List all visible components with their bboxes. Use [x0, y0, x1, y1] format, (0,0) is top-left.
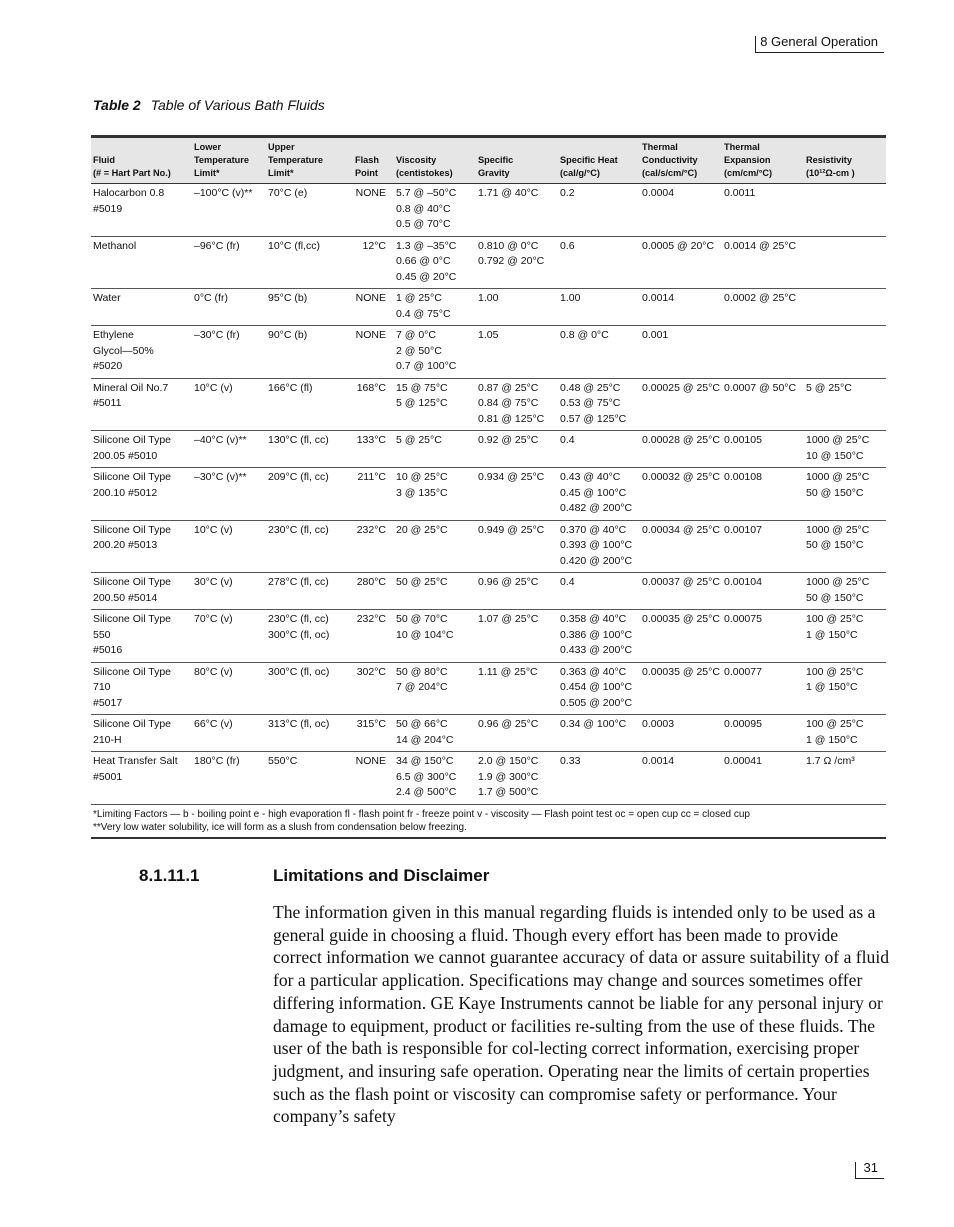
table-cell: 315°C — [353, 715, 394, 752]
column-header: Specific Gravity — [476, 137, 558, 184]
table-cell: 0.0014 — [640, 289, 722, 326]
table-row — [91, 468, 886, 521]
table-cell: 0.4 — [558, 431, 640, 468]
table-cell: 1000 @ 25°C 50 @ 150°C — [804, 520, 886, 573]
table-row — [91, 752, 886, 805]
table-cell: 80°C (v) — [192, 662, 266, 715]
table-cell: 0°C (fr) — [192, 289, 266, 326]
table-cell: Silicone Oil Type 200.50 #5014 — [91, 573, 192, 610]
table-cell: –30°C (v)** — [192, 468, 266, 521]
table-cell: 2.0 @ 150°C 1.9 @ 300°C 1.7 @ 500°C — [476, 752, 558, 805]
table-cell: 166°C (fl) — [266, 378, 353, 431]
table-cell: 0.00075 — [722, 610, 804, 663]
section-title: Limitations and Disclaimer — [273, 866, 490, 885]
table-cell: 0.00104 — [722, 573, 804, 610]
table-cell: 211°C — [353, 468, 394, 521]
table-cell: NONE — [353, 184, 394, 237]
column-header: Fluid (# = Hart Part No.) — [91, 137, 192, 184]
table-cell: 1 @ 25°C 0.4 @ 75°C — [394, 289, 476, 326]
column-header: Viscosity (centistokes) — [394, 137, 476, 184]
table-cell: 1.00 — [476, 289, 558, 326]
table-cell: Halocarbon 0.8 #5019 — [91, 184, 192, 237]
table-cell: 313°C (fl, oc) — [266, 715, 353, 752]
table-cell: 34 @ 150°C 6.5 @ 300°C 2.4 @ 500°C — [394, 752, 476, 805]
table-row — [91, 715, 886, 752]
table-cell: 5 @ 25°C — [394, 431, 476, 468]
table-cell: 0.00037 @ 25°C — [640, 573, 722, 610]
table-cell: 232°C — [353, 520, 394, 573]
table-cell: 0.00028 @ 25°C — [640, 431, 722, 468]
table-cell: 100 @ 25°C 1 @ 150°C — [804, 715, 886, 752]
bath-fluids-table — [91, 135, 886, 839]
table-cell: 10°C (v) — [192, 378, 266, 431]
table-cell — [804, 326, 886, 379]
table-cell: 230°C (fl, cc) — [266, 520, 353, 573]
table-row — [91, 610, 886, 663]
table-cell: 130°C (fl, cc) — [266, 431, 353, 468]
table-cell: 12°C — [353, 236, 394, 289]
table-cell: 1.7 Ω /cm³ — [804, 752, 886, 805]
table-cell: 0.0014 — [640, 752, 722, 805]
table-cell: 278°C (fl, cc) — [266, 573, 353, 610]
table-cell: 0.00107 — [722, 520, 804, 573]
table-cell: Silicone Oil Type 200.10 #5012 — [91, 468, 192, 521]
table-cell: 0.92 @ 25°C — [476, 431, 558, 468]
table-cell: 7 @ 0°C 2 @ 50°C 0.7 @ 100°C — [394, 326, 476, 379]
table-cell: 133°C — [353, 431, 394, 468]
table-cell: 1000 @ 25°C 10 @ 150°C — [804, 431, 886, 468]
table-cell: Water — [91, 289, 192, 326]
table-cell: 0.00095 — [722, 715, 804, 752]
table-cell: 0.87 @ 25°C 0.84 @ 75°C 0.81 @ 125°C — [476, 378, 558, 431]
table-cell: 15 @ 75°C 5 @ 125°C — [394, 378, 476, 431]
footnote-row — [91, 804, 886, 838]
table-row — [91, 236, 886, 289]
table-cell: 0.2 — [558, 184, 640, 237]
table-caption — [93, 97, 325, 113]
column-header: Flash Point — [353, 137, 394, 184]
table-cell: 10°C (fl,cc) — [266, 236, 353, 289]
table-cell: Silicone Oil Type 710 #5017 — [91, 662, 192, 715]
table-cell: 50 @ 66°C 14 @ 204°C — [394, 715, 476, 752]
column-header: Thermal Expansion (cm/cm/°C) — [722, 137, 804, 184]
column-header: Thermal Conductivity (cal/s/cm/°C) — [640, 137, 722, 184]
table-cell: 0.48 @ 25°C 0.53 @ 75°C 0.57 @ 125°C — [558, 378, 640, 431]
table-row — [91, 431, 886, 468]
table-cell: 0.358 @ 40°C 0.386 @ 100°C 0.433 @ 200°C — [558, 610, 640, 663]
table-header — [91, 137, 886, 184]
table-title: Table of Various Bath Fluids — [150, 97, 325, 113]
table-cell: Silicone Oil Type 200.20 #5013 — [91, 520, 192, 573]
table-cell: 0.00077 — [722, 662, 804, 715]
table-cell: 0.363 @ 40°C 0.454 @ 100°C 0.505 @ 200°C — [558, 662, 640, 715]
table-row — [91, 520, 886, 573]
table-cell: 0.00035 @ 25°C — [640, 662, 722, 715]
table-cell: 70°C (v) — [192, 610, 266, 663]
table-cell: Silicone Oil Type 550 #5016 — [91, 610, 192, 663]
table-cell — [804, 289, 886, 326]
disclaimer-paragraph: The information given in this manual regarding fluids is intended only to be used as a general guide in choosing a fluid. Though every effort has been made to provide correct information we cannot guarantee accuracy of data or assure suitability of a fluid for a particular application. Specifications may change and sources sometimes offer differing information. GE Kaye Instruments cannot be liable for any personal injury or damage to equipment, product or facilities re-sulting from the use of these fluids. The user of the bath is responsible for col-lecting correct information, exercising proper judgment, and insuring safe operation. Operating near the limits of certain properties such as the flash point or viscosity can compromise safety or performance. Your company’s safety — [273, 902, 890, 1127]
table-cell: 5 @ 25°C — [804, 378, 886, 431]
table-cell: 1000 @ 25°C 50 @ 150°C — [804, 573, 886, 610]
table-cell: 0.34 @ 100°C — [558, 715, 640, 752]
table-cell: 1.11 @ 25°C — [476, 662, 558, 715]
table-cell: 280°C — [353, 573, 394, 610]
table-cell: 0.0007 @ 50°C — [722, 378, 804, 431]
table-cell: 0.00105 — [722, 431, 804, 468]
table-cell: 168°C — [353, 378, 394, 431]
table-cell: 180°C (fr) — [192, 752, 266, 805]
table-cell: 50 @ 80°C 7 @ 204°C — [394, 662, 476, 715]
table-cell: 1.71 @ 40°C — [476, 184, 558, 237]
table-cell: 0.001 — [640, 326, 722, 379]
table-cell: NONE — [353, 326, 394, 379]
table-cell: 0.00025 @ 25°C — [640, 378, 722, 431]
table-cell: 0.33 — [558, 752, 640, 805]
table-cell: 0.96 @ 25°C — [476, 573, 558, 610]
table-cell: Mineral Oil No.7 #5011 — [91, 378, 192, 431]
table-cell: 66°C (v) — [192, 715, 266, 752]
table-cell: 5.7 @ –50°C 0.8 @ 40°C 0.5 @ 70°C — [394, 184, 476, 237]
table-cell: 0.00108 — [722, 468, 804, 521]
footnote-solubility: **Very low water solubility, ice will form as a slush from condensation below freezing. — [93, 821, 467, 833]
table-cell: 70°C (e) — [266, 184, 353, 237]
table-cell: 0.0002 @ 25°C — [722, 289, 804, 326]
table-cell: 100 @ 25°C 1 @ 150°C — [804, 610, 886, 663]
table-cell: Ethylene Glycol—50% #5020 — [91, 326, 192, 379]
table-cell — [722, 326, 804, 379]
table-cell: 0.00035 @ 25°C — [640, 610, 722, 663]
table-cell — [804, 236, 886, 289]
table-body — [91, 184, 886, 805]
table-cell: Silicone Oil Type 210-H — [91, 715, 192, 752]
table-cell: –96°C (fr) — [192, 236, 266, 289]
table-cell: 0.0014 @ 25°C — [722, 236, 804, 289]
table-row — [91, 573, 886, 610]
table-cell: 10 @ 25°C 3 @ 135°C — [394, 468, 476, 521]
table-cell: 0.43 @ 40°C 0.45 @ 100°C 0.482 @ 200°C — [558, 468, 640, 521]
header-row — [91, 137, 886, 184]
table-cell: 30°C (v) — [192, 573, 266, 610]
table-cell: 0.934 @ 25°C — [476, 468, 558, 521]
table-cell: 1000 @ 25°C 50 @ 150°C — [804, 468, 886, 521]
table-cell: 20 @ 25°C — [394, 520, 476, 573]
table-cell: 1.00 — [558, 289, 640, 326]
column-header: Upper Temperature Limit* — [266, 137, 353, 184]
table-cell: 1.07 @ 25°C — [476, 610, 558, 663]
column-header: Specific Heat (cal/g/°C) — [558, 137, 640, 184]
table-cell: 550°C — [266, 752, 353, 805]
column-header: Resistivity (10¹²Ω-cm ) — [804, 137, 886, 184]
table-cell: –30°C (fr) — [192, 326, 266, 379]
table-cell: 300°C (fl, oc) — [266, 662, 353, 715]
table-number: Table 2 — [93, 97, 141, 113]
page-number: 31 — [856, 1160, 884, 1179]
table-cell: 0.949 @ 25°C — [476, 520, 558, 573]
table-cell: 100 @ 25°C 1 @ 150°C — [804, 662, 886, 715]
table-cell: 0.00041 — [722, 752, 804, 805]
table-cell: Heat Transfer Salt #5001 — [91, 752, 192, 805]
table-cell: Methanol — [91, 236, 192, 289]
table-cell: 0.00032 @ 25°C — [640, 468, 722, 521]
table-footnotes — [91, 804, 886, 838]
table-cell: 95°C (b) — [266, 289, 353, 326]
table-cell: 0.96 @ 25°C — [476, 715, 558, 752]
table-cell: NONE — [353, 752, 394, 805]
table-cell: 0.6 — [558, 236, 640, 289]
table-row — [91, 662, 886, 715]
table-cell: 0.4 — [558, 573, 640, 610]
table-row — [91, 378, 886, 431]
table-cell: 1.3 @ –35°C 0.66 @ 0°C 0.45 @ 20°C — [394, 236, 476, 289]
table-cell: 0.0011 — [722, 184, 804, 237]
table-cell: 0.810 @ 0°C 0.792 @ 20°C — [476, 236, 558, 289]
table-cell: 90°C (b) — [266, 326, 353, 379]
table-cell: NONE — [353, 289, 394, 326]
table-cell: 209°C (fl, cc) — [266, 468, 353, 521]
section-number: 8.1.11.1 — [139, 866, 200, 885]
table-cell: –100°C (v)** — [192, 184, 266, 237]
table-cell: 0.370 @ 40°C 0.393 @ 100°C 0.420 @ 200°C — [558, 520, 640, 573]
table-cell: 0.00034 @ 25°C — [640, 520, 722, 573]
table-cell: 50 @ 25°C — [394, 573, 476, 610]
table-cell: 0.8 @ 0°C — [558, 326, 640, 379]
table-cell: 302°C — [353, 662, 394, 715]
table-row — [91, 184, 886, 237]
table-cell: 232°C — [353, 610, 394, 663]
table-cell: 0.0005 @ 20°C — [640, 236, 722, 289]
table-cell: 50 @ 70°C 10 @ 104°C — [394, 610, 476, 663]
table-row — [91, 326, 886, 379]
table-cell: 0.0004 — [640, 184, 722, 237]
column-header: Lower Temperature Limit* — [192, 137, 266, 184]
table-cell: 1.05 — [476, 326, 558, 379]
running-header: 8 General Operation — [756, 34, 884, 53]
table-cell: 230°C (fl, cc) 300°C (fl, oc) — [266, 610, 353, 663]
table-cell: Silicone Oil Type 200.05 #5010 — [91, 431, 192, 468]
footnote-cell — [91, 804, 886, 838]
table-cell: –40°C (v)** — [192, 431, 266, 468]
table-cell: 10°C (v) — [192, 520, 266, 573]
table-row — [91, 289, 886, 326]
table-cell: 0.0003 — [640, 715, 722, 752]
footnote-limiting-factors: *Limiting Factors — b - boiling point e - high evaporation fl - flash point fr - freeze point v - viscosity — Flash point test oc = open cup cc = closed cup — [93, 808, 750, 820]
table-cell — [804, 184, 886, 237]
